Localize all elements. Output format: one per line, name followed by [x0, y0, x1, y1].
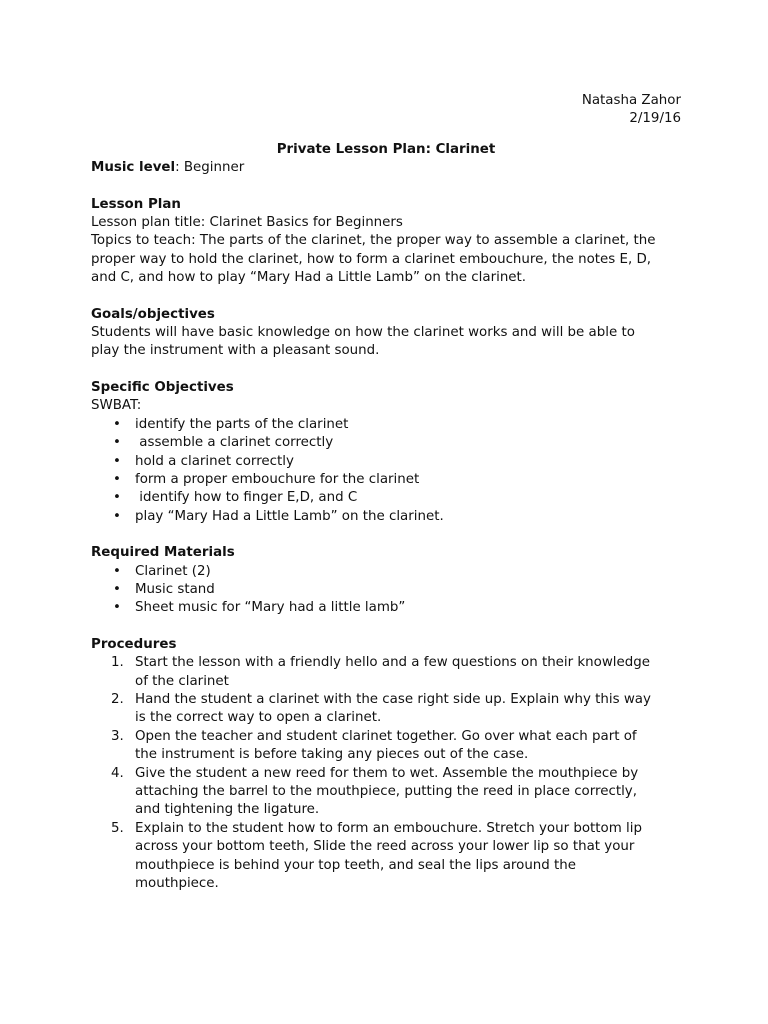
procedure-step [91, 728, 681, 765]
goals-line-2: play the instrument with a pleasant sound. [91, 343, 380, 359]
step-number: 3. [111, 728, 124, 744]
step-line: mouthpiece. [135, 876, 219, 892]
list-item-text: identify the parts of the clarinet [135, 416, 349, 432]
list-item-text: play “Mary Had a Little Lamb” on the clarinet. [135, 508, 444, 524]
step-line: Give the student a new reed for them to wet. Assemble the mouthpiece by [135, 765, 639, 781]
required-materials-heading: Required Materials [91, 545, 235, 561]
step-line: across your bottom teeth, Slide the reed across your lower lip so that your [135, 839, 635, 855]
procedure-step [91, 820, 681, 894]
procedures-heading: Procedures [91, 636, 177, 652]
list-item-text: identify how to finger E,D, and C [135, 490, 358, 506]
topics-line-1: Topics to teach: The parts of the clarinet, the proper way to assemble a clarinet, the [91, 233, 656, 249]
step-line: is the correct way to open a clarinet. [135, 710, 382, 726]
lesson-plan-title: Lesson plan title: Clarinet Basics for Beginners [91, 215, 403, 231]
list-item [91, 581, 681, 599]
specific-objectives-section [91, 379, 681, 526]
procedure-step [91, 691, 681, 728]
spacer [91, 618, 681, 636]
list-item [91, 489, 681, 507]
specific-objectives-heading: Specific Objectives [91, 379, 234, 395]
procedure-step [91, 654, 681, 691]
procedure-step [91, 765, 681, 820]
list-item [91, 599, 681, 617]
music-level-value: : Beginner [175, 160, 245, 176]
spacer [91, 361, 681, 379]
step-line: Explain to the student how to form an embouchure. Stretch your bottom lip [135, 820, 642, 836]
list-item-text: Sheet music for “Mary had a little lamb” [135, 600, 406, 616]
step-line: Hand the student a clarinet with the case right side up. Explain why this way [135, 691, 651, 707]
document-title: Private Lesson Plan: Clarinet [276, 141, 496, 157]
step-line: and tightening the ligature. [135, 802, 320, 818]
list-item-text: assemble a clarinet correctly [135, 435, 334, 451]
lesson-plan-section [91, 196, 681, 288]
step-line: attaching the barrel to the mouthpiece, putting the reed in place correctly, [135, 784, 637, 799]
step-number: 1. [111, 655, 124, 671]
step-line: mouthpiece is behind your top teeth, and seal the lips around the [135, 857, 577, 873]
step-number: 2. [111, 691, 124, 707]
lesson-plan-heading: Lesson Plan [91, 196, 181, 212]
music-level [91, 159, 681, 177]
spacer [91, 178, 681, 196]
required-materials-section [91, 544, 681, 618]
goals-section [91, 306, 681, 361]
step-line: the instrument is before taking any pieces out of the case. [135, 747, 529, 763]
topics-line-2: proper way to hold the clarinet, how to form a clarinet embouchure, the notes E, D, [91, 251, 652, 267]
goals-heading: Goals/objectives [91, 306, 215, 322]
list-item-text: hold a clarinet correctly [135, 453, 294, 469]
procedures-list [91, 654, 681, 893]
list-item-text: Music stand [135, 581, 215, 597]
step-number: 4. [111, 765, 124, 781]
list-item [91, 508, 681, 526]
step-number: 5. [111, 820, 124, 836]
list-item [91, 471, 681, 489]
list-item [91, 453, 681, 471]
step-line: Start the lesson with a friendly hello and a few questions on their knowledge [135, 655, 650, 671]
topics-line-3: and C, and how to play “Mary Had a Little Lamb” on the clarinet. [91, 270, 527, 286]
procedures-section [91, 636, 681, 894]
list-item [91, 416, 681, 434]
materials-list [91, 563, 681, 618]
document-date: 2/19/16 [629, 111, 681, 127]
music-level-label: Music level [91, 160, 176, 176]
document-body [91, 92, 681, 893]
list-item [91, 563, 681, 581]
step-line: of the clarinet [135, 673, 229, 689]
swbat-intro: SWBAT: [91, 398, 142, 414]
list-item [91, 434, 681, 452]
spacer [91, 526, 681, 544]
author-name: Natasha Zahor [581, 93, 681, 108]
objectives-list [91, 416, 681, 526]
list-item-text: Clarinet (2) [135, 563, 211, 579]
author-block [91, 92, 681, 129]
step-line: Open the teacher and student clarinet together. Go over what each part of [135, 728, 637, 744]
goals-line-1: Students will have basic knowledge on how the clarinet works and will be able to [91, 325, 635, 341]
spacer [91, 288, 681, 306]
list-item-text: form a proper embouchure for the clarinet [135, 471, 420, 487]
